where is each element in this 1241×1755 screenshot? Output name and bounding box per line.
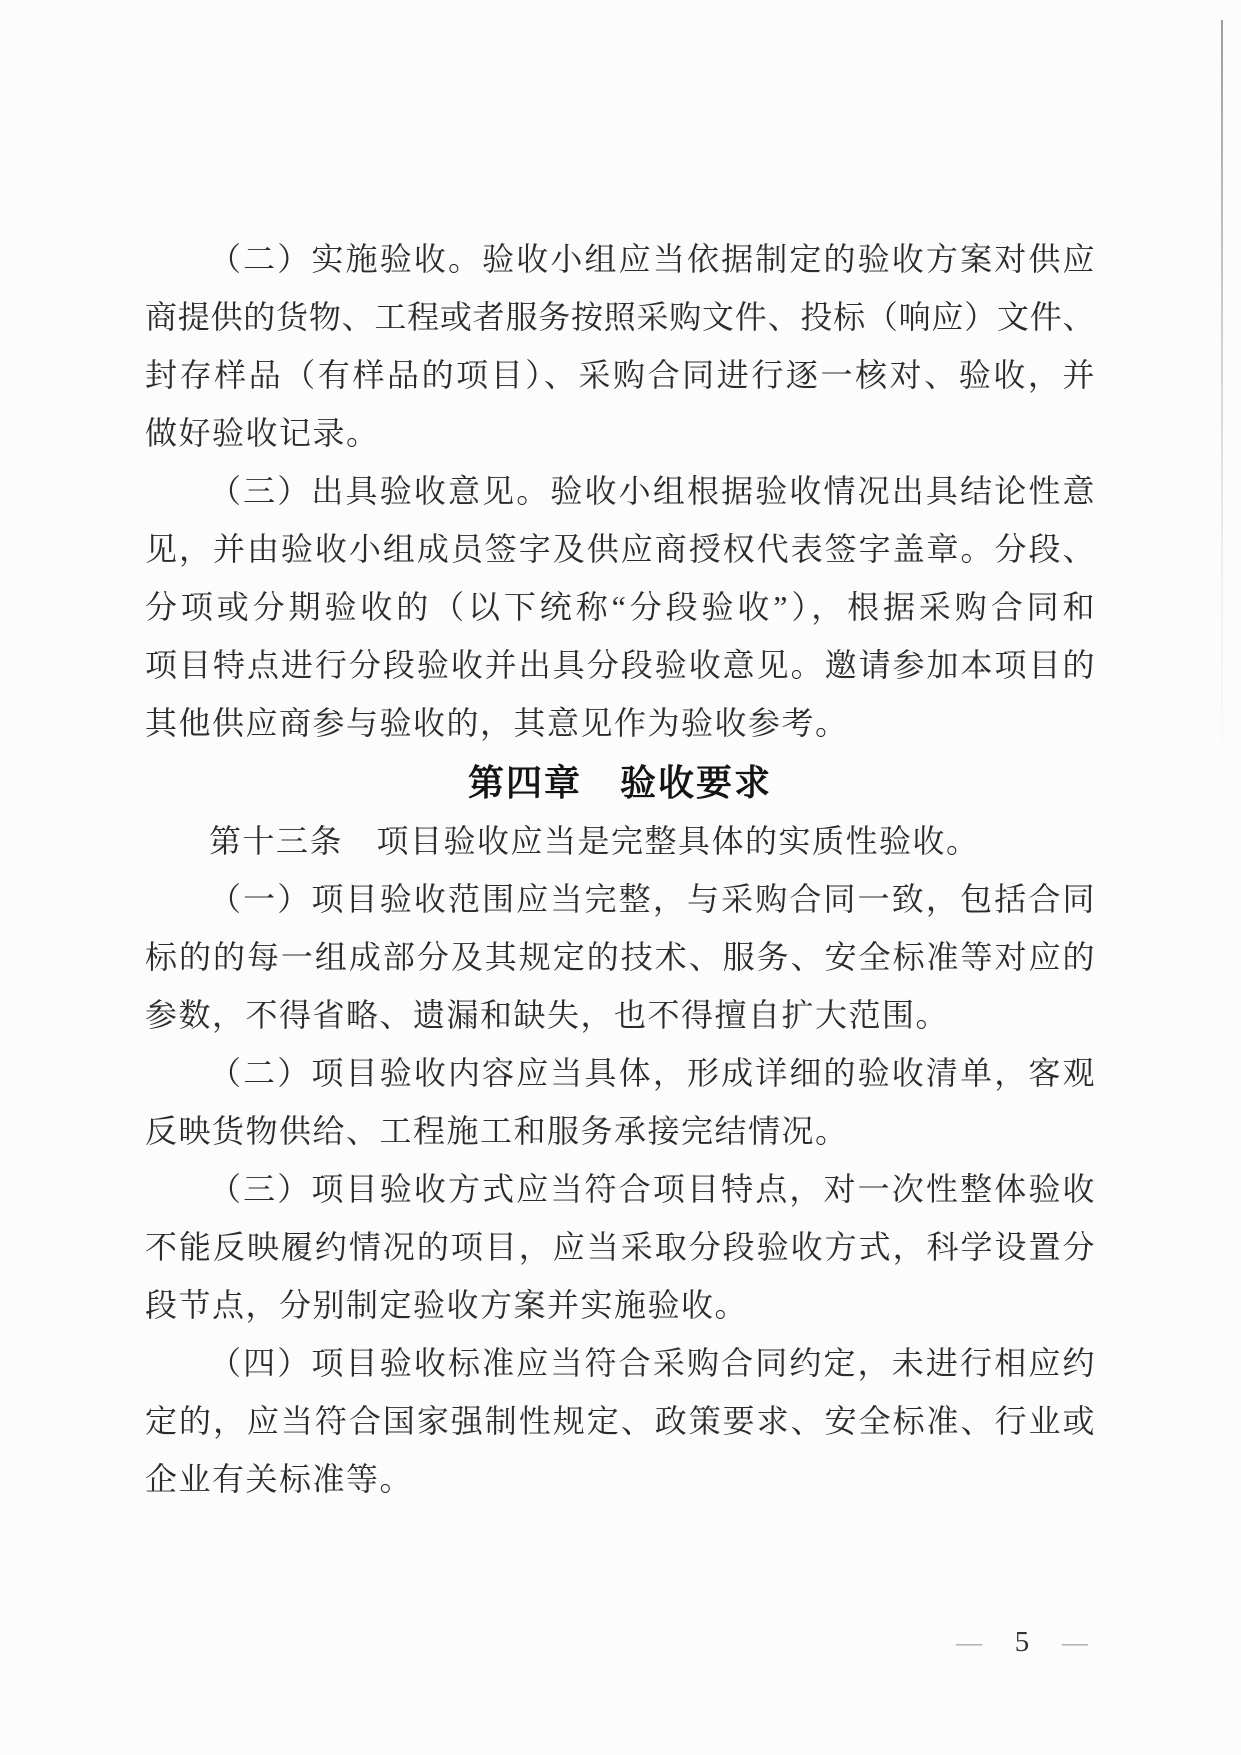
text-line: 反映货物供给、工程施工和服务承接完结情况。 xyxy=(145,1113,849,1149)
text-line: 项目特点进行分段验收并出具分段验收意见。邀请参加本项目的 xyxy=(145,647,1095,683)
page-footer xyxy=(956,1626,1088,1659)
footer-dash-left: — xyxy=(956,1627,982,1657)
text-line: 做好验收记录。 xyxy=(145,415,380,451)
document-body xyxy=(145,230,1095,1508)
text-line: 段节点，分别制定验收方案并实施验收。 xyxy=(145,1287,749,1323)
text-line: 第十三条 项目验收应当是完整具体的实质性验收。 xyxy=(209,823,980,859)
text-line: 分项或分期验收的（以下统称“分段验收”），根据采购合同和 xyxy=(145,589,1095,625)
text-line: （三）项目验收方式应当符合项目特点，对一次性整体验收 xyxy=(209,1171,1095,1207)
text-line: （二）实施验收。验收小组应当依据制定的验收方案对供应 xyxy=(209,241,1095,277)
text-line: （一）项目验收范围应当完整，与采购合同一致，包括合同 xyxy=(209,881,1095,917)
text-line: 定的，应当符合国家强制性规定、政策要求、安全标准、行业或 xyxy=(145,1403,1095,1439)
text-line: （三）出具验收意见。验收小组根据验收情况出具结论性意 xyxy=(209,473,1095,509)
paragraph xyxy=(145,230,1095,462)
text-line: 见，并由验收小组成员签字及供应商授权代表签字盖章。分段、 xyxy=(145,531,1095,567)
paragraph xyxy=(145,1334,1095,1508)
paragraph xyxy=(145,1044,1095,1160)
text-line: 企业有关标准等。 xyxy=(145,1461,414,1497)
scan-artifact-line xyxy=(1221,20,1223,790)
text-line: 其他供应商参与验收的，其意见作为验收参考。 xyxy=(145,705,849,741)
text-line: 商提供的货物、工程或者服务按照采购文件、投标（响应）文件、 xyxy=(145,299,1095,335)
footer-dash-right: — xyxy=(1062,1627,1088,1657)
paragraph xyxy=(145,870,1095,1044)
text-line: 不能反映履约情况的项目，应当采取分段验收方式，科学设置分 xyxy=(145,1229,1095,1265)
text-line: 标的的每一组成部分及其规定的技术、服务、安全标准等对应的 xyxy=(145,939,1095,975)
text-line: 封存样品（有样品的项目）、采购合同进行逐一核对、验收，并 xyxy=(145,357,1095,393)
paragraph xyxy=(145,1160,1095,1334)
chapter-heading: 第四章 验收要求 xyxy=(467,762,772,803)
page-number: 5 xyxy=(1014,1626,1030,1658)
text-line: （二）项目验收内容应当具体，形成详细的验收清单，客观 xyxy=(209,1055,1095,1091)
paragraph xyxy=(145,462,1095,752)
text-line: 参数，不得省略、遗漏和缺失，也不得擅自扩大范围。 xyxy=(145,997,950,1033)
paragraph xyxy=(145,812,1095,870)
text-line: （四）项目验收标准应当符合采购合同约定，未进行相应约 xyxy=(209,1345,1095,1381)
